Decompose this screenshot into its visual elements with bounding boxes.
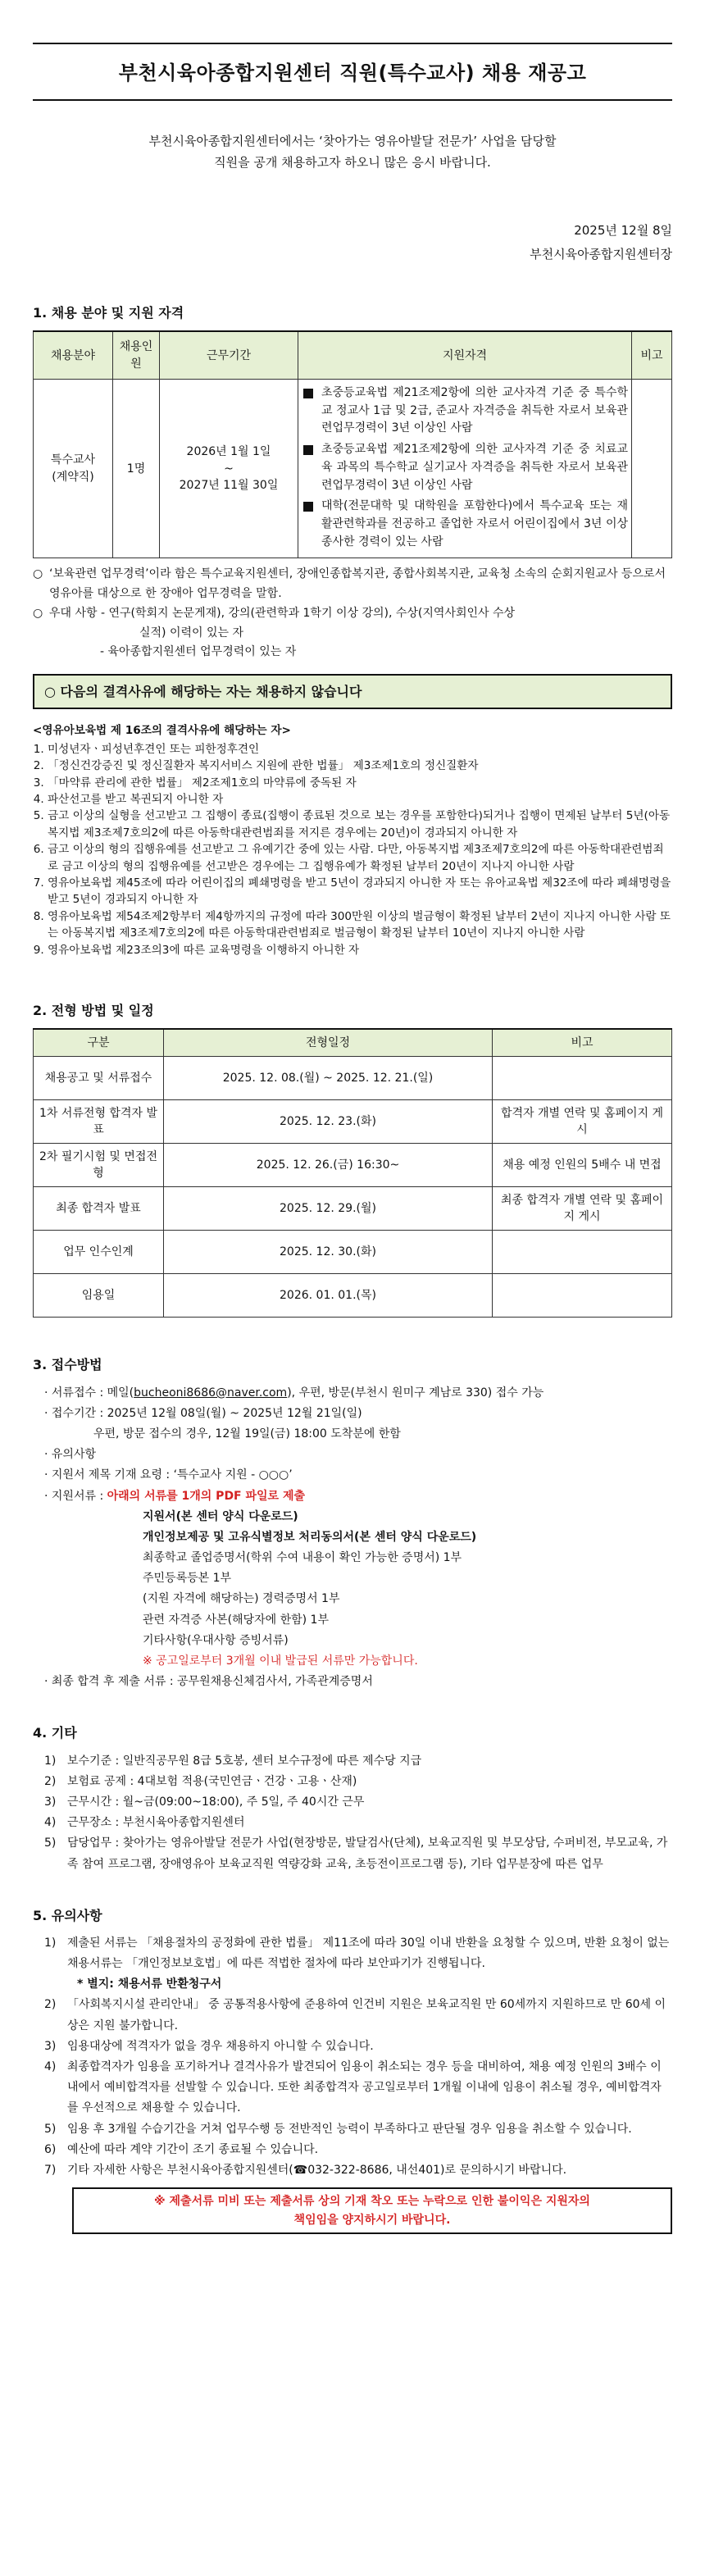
section-5-heading: 5. 유의사항	[33, 1907, 102, 1923]
doc-item: 지원서(본 센터 양식 다운로드)	[143, 1509, 298, 1523]
return-form-note: * 별지: 채용서류 반환청구서	[77, 1978, 222, 1991]
doc-note: ※ 공고일로부터 3개월 이내 발급된 서류만 가능합니다.	[143, 1654, 418, 1668]
list-item: 9. 영유아보육법 제23조의3에 따른 교육명령을 이행하지 아니한 자	[48, 942, 672, 958]
th-count: 채용인원	[113, 331, 160, 379]
list-item: 2. 「정신건강증진 및 정신질환자 복지서비스 지원에 관한 법률」 제3조제1호의 정신질환자	[48, 758, 672, 774]
list-item: 5) 임용 후 3개월 수습기간을 거쳐 업무수행 등 전반적인 능력이 부족하다고 판단될 경우 임용을 취소할 수 있습니다.	[44, 2122, 632, 2136]
submission-line: · 서류접수 : 메일(bucheoni8686@naver.com), 우편, 방문(부천시 원미구 계남로 330) 접수 가능	[44, 1386, 544, 1400]
note-preference-2: - 육아종합지원센터 업무경력이 있는 자	[100, 645, 297, 659]
date-block	[33, 219, 672, 266]
th-note: 비고	[493, 1029, 672, 1057]
cell-period	[160, 380, 298, 558]
section-2-heading: 2. 전형 방법 및 일정	[33, 1002, 154, 1018]
bullet-square-icon	[303, 445, 313, 455]
cautions	[33, 1933, 672, 2234]
section-1-notes	[33, 565, 672, 662]
disqualification-list	[33, 722, 672, 958]
th-date: 전형일정	[164, 1029, 493, 1057]
qual-item: 초중등교육법 제21조제2항에 의한 교사자격 기준 중 특수학교 정교사 1급 및 2급, 준교사 자격증을 취득한 자로서 보육관련업무경력이 3년 이상인 사람	[303, 385, 628, 438]
note-preference-cont: 실적) 이력이 있는 자	[139, 626, 244, 639]
th-field: 채용분야	[34, 331, 113, 379]
documents-line: · 지원서류 : 아래의 서류를 1개의 PDF 파일로 제출	[44, 1489, 305, 1503]
qual-item: 초중등교육법 제21조제2항에 의한 교사자격 기준 중 치료교육 과목의 특수학교 실기교사 자격증을 취득한 자로서 보육관련업무경력이 3년 이상인 사람	[303, 441, 628, 494]
field-name: 특수교사	[50, 453, 96, 467]
bullet-square-icon	[303, 502, 313, 512]
title-rule-line: · 지원서 제목 기재 요령 : ‘특수교사 지원 - ○○○’	[44, 1468, 293, 1482]
table-row: 2차 필기시험 및 면접전형 2025. 12. 26.(금) 16:30~ 채용 예정 인원의 5배수 내 면접	[34, 1144, 672, 1187]
th-qual: 지원자격	[298, 331, 632, 379]
doc-item: 주민등록등본 1부	[143, 1572, 232, 1586]
list-item: 1. 미성년자ㆍ피성년후견인 또는 피한정후견인	[48, 741, 672, 758]
warning-box: ※ 제출서류 미비 또는 제출서류 상의 기재 착오 또는 누락으로 인한 불이익은 지원자의 책임임을 양지하시기 바랍니다.	[72, 2187, 672, 2234]
intro-line-1: 부천시육아종합지원센터에서는 ‘찾아가는 영유아발달 전문가’ 사업을 담당할	[148, 133, 557, 148]
field-type: (계약직)	[52, 470, 94, 484]
doc-item: 관련 자격증 사본(해당자에 한함) 1부	[143, 1613, 329, 1627]
page-title: 부천시육아종합지원센터 직원(특수교사) 채용 재공고	[118, 61, 587, 84]
qualification-table	[33, 330, 672, 558]
list-item: 3) 근무시간 : 월~금(09:00~18:00), 주 5일, 주 40시간 근무	[44, 1795, 365, 1809]
list-item: 7) 기타 자세한 사항은 부천시육아종합지원센터(☎032-322-8686, 내선401)로 문의하시기 바랍니다.	[44, 2163, 567, 2177]
list-item: 5. 금고 이상의 실형을 선고받고 그 집행이 종료(집행이 종료된 것으로 보는 경우를 포함한다)되거나 집행이 면제된 날부터 5년(아동복지법 제3조제7호의2에 따른 아동학대관련범죄를 저지른 경우에는 20년)이 경과되지 아니한 자	[48, 808, 672, 841]
period-line: · 접수기간 : 2025년 12월 08일(월) ~ 2025년 12월 21일(일)	[44, 1406, 362, 1420]
schedule-table	[33, 1028, 672, 1318]
note-experience: ○ ‘보육관련 업무경력’이라 함은 특수교육지원센터, 장애인종합복지관, 종합사회복지관, 교육청 소속의 순회지원교사 등으로서 영유아를 대상으로 한 장애아 업무경력을 말함.	[33, 565, 672, 604]
application-method	[33, 1383, 672, 1693]
disqualification-banner: ○ 다음의 결격사유에 해당하는 자는 채용하지 않습니다	[33, 674, 672, 709]
section-4-heading: 4. 기타	[33, 1725, 77, 1741]
table-row: 업무 인수인계 2025. 12. 30.(화)	[34, 1231, 672, 1274]
doc-item: (지원 자격에 해당하는) 경력증명서 1부	[143, 1592, 340, 1606]
list-item: 4) 최종합격자가 임용을 포기하거나 결격사유가 발견되어 임용이 취소되는 경우 등을 대비하여, 채용 예정 인원의 3배수 이내에서 예비합격자를 선발할 수 있습니다. 또한 최종합격자 공고일로부터 1개월 이내에 임용이 취소될 경우, 예비합격자를 우선적으로 채용할 수 있습니다.	[44, 2060, 662, 2115]
doc-item: 최종학교 졸업증명서(학위 수여 내용이 확인 가능한 증명서) 1부	[143, 1551, 462, 1565]
note-preference: ○ 우대 사항 - 연구(학회지 논문게재), 강의(관련학과 1학기 이상 강의), 수상(지역사회인사 수상	[33, 604, 672, 624]
list-item: 1) 제출된 서류는 「채용절차의 공정화에 관한 법률」 제11조에 따라 30일 이내 반환을 요청할 수 있으며, 반환 요청이 없는 채용서류는 「개인정보보호법」에 따른 적법한 절차에 따라 보안파기가 진행됩니다.	[44, 1936, 670, 1971]
list-item: 1) 보수기준 : 일반직공무원 8급 5호봉, 센터 보수규정에 따른 제수당 지급	[44, 1754, 422, 1768]
list-item: 3) 임용대상에 적격자가 없을 경우 채용하지 아니할 수 있습니다.	[44, 2039, 374, 2053]
table-row: 1차 서류전형 합격자 발표 2025. 12. 23.(화) 합격자 개별 연락 및 홈페이지 게시	[34, 1100, 672, 1144]
circle-icon: ○	[33, 567, 43, 581]
list-item: 5) 담당업무 : 찾아가는 영유아발달 전문가 사업(현장방문, 발달검사(단체), 보육교직원 및 부모상담, 수퍼비전, 부모교육, 가족 참여 프로그램, 장애영유아 보육교직원 역량강화 교육, 초등전이프로그램 등), 기타 업무분장에 따른 업무	[44, 1836, 668, 1871]
cell-field	[34, 380, 113, 558]
period-tilde: ~	[224, 462, 234, 476]
period-start: 2026년 1월 1일	[186, 445, 271, 459]
issuer: 부천시육아종합지원센터장	[530, 246, 672, 262]
circle-icon: ○	[33, 606, 43, 620]
th-remark: 비고	[632, 331, 672, 379]
list-item: 7. 영유아보육법 제45조에 따라 어린이집의 폐쇄명령을 받고 5년이 경과되지 아니한 자 또는 유아교육법 제32조에 따라 폐쇄명령을 받고 5년이 경과되지 아니한 자	[48, 875, 672, 908]
bullet-square-icon	[303, 389, 313, 398]
email-link[interactable]: bucheoni8686@naver.com	[134, 1386, 288, 1400]
title-rule-bottom	[33, 99, 672, 101]
period-line-2: 우편, 방문 접수의 경우, 12월 19일(금) 18:00 도착분에 한함	[93, 1427, 401, 1440]
list-item: 4) 근무장소 : 부천시육아종합지원센터	[44, 1816, 245, 1830]
notice-date: 2025년 12월 8일	[574, 223, 672, 239]
cell-count: 1명	[113, 380, 160, 558]
intro	[33, 130, 672, 174]
list-item: 4. 파산선고를 받고 복권되지 아니한 자	[48, 791, 672, 808]
th-period: 근무기간	[160, 331, 298, 379]
list-item: 3. 「마약류 관리에 관한 법률」 제2조제1호의 마약류에 중독된 자	[48, 775, 672, 791]
intro-line-2: 직원을 공개 채용하고자 하오니 많은 응시 바랍니다.	[214, 155, 491, 171]
list-item: 2) 보험료 공제 : 4대보험 적용(국민연금ㆍ건강ㆍ고용ㆍ산재)	[44, 1774, 357, 1788]
list-item: 6. 금고 이상의 형의 집행유예를 선고받고 그 유예기간 중에 있는 사람. 다만, 아동복지법 제3조제7호의2에 따른 아동학대관련범죄로 금고 이상의 형의 집행유예를 선고받은 경우에는 그 집행유예가 확정된 날부터 20년이 지나지 아니한 사람	[48, 841, 672, 875]
section-3-heading: 3. 접수방법	[33, 1357, 102, 1373]
doc-item: 기타사항(우대사항 증빙서류)	[143, 1633, 289, 1647]
list-item: 8. 영유아보육법 제54조제2항부터 제4항까지의 규정에 따라 300만원 이상의 벌금형이 확정된 날부터 2년이 지나지 아니한 사람 또는 아동복지법 제3조제7호의2에 따른 아동학대관련범죄로 벌금형이 확정된 날부터 10년이 지나지 아니한 사람	[48, 908, 672, 942]
qual-item: 대학(전문대학 및 대학원을 포함한다)에서 특수교육 또는 재활관련학과를 전공하고 졸업한 자로서 어린이집에서 3년 이상 종사한 경력이 있는 사람	[303, 498, 628, 551]
cell-quals	[298, 380, 632, 558]
table-row: 채용공고 및 서류접수 2025. 12. 08.(월) ~ 2025. 12. 21.(일)	[34, 1057, 672, 1100]
final-docs-line: · 최종 합격 후 제출 서류 : 공무원채용신체검사서, 가족관계증명서	[44, 1675, 373, 1689]
other-info	[33, 1751, 672, 1875]
doc-item: 개인정보제공 및 고유식별정보 처리동의서(본 센터 양식 다운로드)	[143, 1530, 477, 1544]
cell-remark	[632, 380, 672, 558]
caution-line: · 유의사항	[44, 1448, 96, 1462]
list-item: 6) 예산에 따라 계약 기간이 조기 종료될 수 있습니다.	[44, 2142, 319, 2156]
notice-page	[33, 0, 672, 2234]
disqualification-heading: <영유아보육법 제 16조의 결격사유에 해당하는 자>	[33, 724, 291, 738]
period-end: 2027년 11월 30일	[179, 478, 279, 492]
table-row: 최종 합격자 발표 2025. 12. 29.(월) 최종 합격자 개별 연락 및 홈페이지 게시	[34, 1187, 672, 1231]
table-row: 임용일 2026. 01. 01.(목)	[34, 1274, 672, 1318]
th-stage: 구분	[34, 1029, 164, 1057]
list-item: 2) 「사회복지시설 관리안내」 중 공통적용사항에 준용하여 인건비 지원은 보육교직원 만 60세까지 지원하므로 만 60세 이상은 지원 불가합니다.	[44, 1998, 666, 2032]
section-1-heading: 1. 채용 분야 및 지원 자격	[33, 305, 184, 321]
